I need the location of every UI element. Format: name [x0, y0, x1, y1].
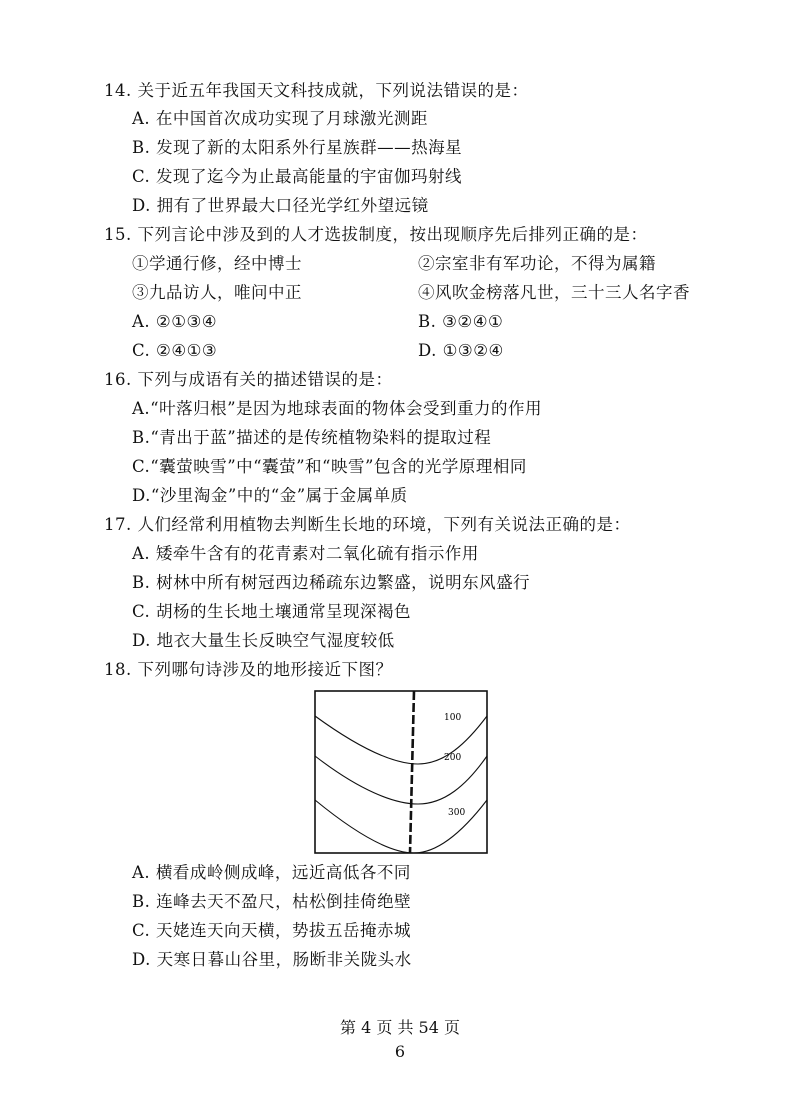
question-number: 16. — [104, 370, 132, 389]
question-number: 14. — [104, 81, 132, 100]
question-number: 15. — [104, 225, 132, 244]
question-18-stem — [104, 659, 393, 681]
q18-option-b: B. 连峰去天不盈尺，枯松倒挂倚绝壁 — [132, 892, 412, 911]
q15-statement-1: ①学通行修，经中博士 — [132, 254, 302, 273]
q17-option-d: D. 地衣大量生长反映空气湿度较低 — [132, 631, 395, 650]
contour-label-200: 200 — [444, 753, 462, 763]
question-16-stem — [104, 369, 393, 391]
question-15-stem — [104, 224, 648, 246]
q15-statement-4: ④风吹金榜落凡世，三十三人名字香 — [418, 283, 690, 302]
question-text: 人们经常利用植物去判断生长地的环境，下列有关说法正确的是： — [137, 515, 631, 534]
page-number: 6 — [394, 1042, 406, 1061]
question-17-stem — [104, 514, 631, 536]
question-text: 关于近五年我国天文科技成就，下列说法错误的是： — [137, 81, 529, 100]
q15-option-a: A. ②①③④ — [132, 312, 218, 331]
q15-statement-3: ③九品访人，唯问中正 — [132, 283, 302, 302]
question-number: 17. — [104, 515, 132, 534]
q14-option-b: B. 发现了新的太阳系外行星族群——热海星 — [132, 138, 463, 157]
q18-option-c: C. 天姥连天向天横，势拔五岳掩赤城 — [132, 921, 412, 940]
q17-option-c: C. 胡杨的生长地土壤通常呈现深褐色 — [132, 602, 412, 621]
question-text: 下列哪句诗涉及的地形接近下图？ — [137, 660, 393, 679]
page-footer: 第 4 页 共 54 页 — [340, 1018, 460, 1037]
q15-option-c: C. ②④①③ — [132, 341, 218, 360]
q15-statement-2: ②宗室非有军功论，不得为属籍 — [418, 254, 656, 273]
question-14-stem — [104, 80, 529, 102]
contour-map-figure — [314, 690, 488, 854]
q17-option-b: B. 树林中所有树冠西边稀疏东边繁盛，说明东风盛行 — [132, 573, 531, 592]
q17-option-a: A. 矮牵牛含有的花青素对二氧化硫有指示作用 — [132, 544, 479, 563]
question-number: 18. — [104, 660, 132, 679]
question-text: 下列言论中涉及到的人才选拔制度，按出现顺序先后排列正确的是： — [137, 225, 648, 244]
q15-option-b: B. ③②④① — [418, 312, 504, 331]
q18-option-a: A. 横看成岭侧成峰，远近高低各不同 — [132, 863, 411, 882]
q14-option-d: D. 拥有了世界最大口径光学红外望远镜 — [132, 196, 429, 215]
question-text: 下列与成语有关的描述错误的是： — [137, 370, 393, 389]
q16-option-a: A.“叶落归根”是因为地球表面的物体会受到重力的作用 — [132, 399, 543, 418]
q15-option-d: D. ①③②④ — [418, 341, 504, 360]
q18-option-d: D. 天寒日暮山谷里，肠断非关陇头水 — [132, 950, 412, 969]
q14-option-a: A. 在中国首次成功实现了月球激光测距 — [132, 109, 428, 128]
contour-label-100: 100 — [444, 713, 462, 723]
q16-option-b: B.“青出于蓝”描述的是传统植物染料的提取过程 — [132, 428, 492, 447]
q14-option-c: C. 发现了迄今为止最高能量的宇宙伽玛射线 — [132, 167, 463, 186]
q16-option-d: D.“沙里淘金”中的“金”属于金属单质 — [132, 486, 408, 505]
q16-option-c: C.“囊萤映雪”中“囊萤”和“映雪”包含的光学原理相同 — [132, 457, 527, 476]
contour-label-300: 300 — [448, 808, 466, 818]
contour-map-svg — [314, 690, 488, 854]
